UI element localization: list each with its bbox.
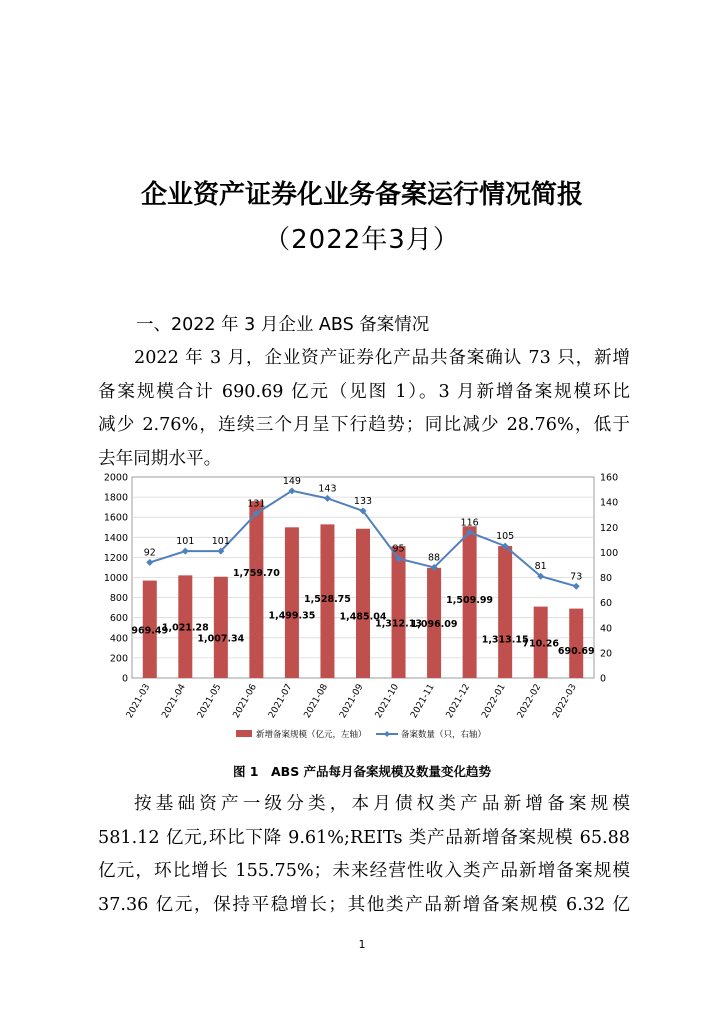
category-label: 2021-05	[195, 682, 224, 721]
category-label: 2021-12	[444, 682, 473, 721]
document-title: 企业资产证券化业务备案运行情况简报	[140, 180, 583, 210]
right-tick-label: 100	[600, 547, 619, 559]
bar-value-label: 1,021.28	[161, 622, 209, 634]
bar-value-label: 710.26	[522, 638, 560, 650]
category-label: 2021-06	[231, 682, 259, 721]
left-tick-label: 1400	[103, 532, 128, 544]
count-value-label: 101	[176, 536, 195, 548]
count-value-label: 131	[247, 498, 266, 510]
category-label: 2021-07	[267, 682, 295, 721]
count-value-label: 143	[318, 483, 337, 495]
count-value-label: 116	[460, 517, 479, 529]
bar-value-label: 1,499.35	[268, 610, 316, 622]
bar-value-label: 1,096.09	[410, 618, 458, 630]
legend-bar-label: 新增备案规模（亿元，左轴）	[256, 730, 367, 740]
count-value-label: 81	[534, 561, 547, 573]
paragraph-2	[98, 788, 630, 922]
paragraph-line: 581.12 亿元,环比下降 9.61%;REITs 类产品新增备案规模 65.88	[98, 827, 630, 848]
bar-2022-01	[498, 546, 512, 678]
bar-2021-06	[249, 501, 263, 678]
right-tick-label: 60	[600, 598, 613, 610]
category-label: 2021-11	[409, 682, 437, 721]
bar-series	[143, 501, 583, 678]
count-value-label: 73	[570, 571, 583, 583]
bar-value-label: 1,312.13	[375, 618, 422, 630]
count-value-label: 95	[392, 543, 405, 555]
left-tick-label: 800	[109, 593, 128, 605]
left-tick-label: 2000	[103, 472, 128, 484]
paragraph-1	[98, 342, 630, 476]
left-tick-label: 600	[109, 613, 128, 625]
left-tick-label: 200	[109, 653, 128, 665]
category-label: 2021-09	[338, 682, 366, 721]
left-tick-label: 1800	[103, 492, 128, 504]
figure-caption: 图 1 ABS 产品每月备案规模及数量变化趋势	[232, 764, 492, 779]
category-label: 2021-10	[373, 682, 402, 721]
count-point-2021-03	[146, 559, 153, 566]
category-label: 2022-01	[480, 682, 508, 721]
bar-value-label: 1,509.99	[446, 595, 494, 607]
left-tick-label: 0	[121, 673, 128, 685]
right-tick-label: 120	[600, 522, 619, 534]
bar-2022-03	[569, 609, 583, 678]
abs-monthly-chart	[98, 468, 628, 746]
count-value-label: 133	[353, 495, 373, 507]
count-point-2022-03	[573, 583, 580, 590]
legend-line-label: 备案数量（只，右轴）	[401, 730, 487, 740]
right-tick-label: 140	[600, 497, 619, 509]
paragraph-line: 37.36 亿元，保持平稳增长；其他类产品新增备案规模 6.32 亿	[98, 894, 630, 915]
chart-legend	[236, 729, 486, 740]
bar-value-label: 1,485.04	[339, 611, 387, 623]
left-tick-label: 1000	[103, 573, 128, 584]
bar-value-label: 1,007.34	[197, 633, 245, 645]
right-tick-label: 0	[600, 673, 607, 685]
bar-2021-10	[392, 543, 406, 678]
right-tick-label: 20	[600, 648, 613, 660]
count-value-label: 149	[282, 475, 301, 487]
paragraph-line: 亿元，环比增长 155.75%；未来经营性收入类产品新增备案规模	[98, 861, 630, 881]
bar-2021-07	[285, 527, 299, 678]
count-point-2021-04	[182, 548, 189, 555]
legend-line-marker	[384, 731, 390, 737]
bar-2021-09	[356, 529, 370, 678]
paragraph-line: 按基础资产一级分类，本月债权类产品新增备案规模	[134, 794, 630, 814]
legend-bar-swatch	[236, 730, 252, 737]
count-point-2021-08	[324, 495, 331, 502]
bar-value-label: 1,528.75	[304, 594, 351, 606]
count-value-label: 101	[211, 536, 230, 548]
category-label: 2021-08	[302, 682, 331, 721]
left-tick-label: 1600	[103, 512, 128, 524]
count-value-label: 105	[496, 531, 515, 543]
paragraph-line: 备案规模合计 690.69 亿元（见图 1）。3 月新增备案规模环比	[98, 381, 630, 402]
category-label: 2022-03	[551, 682, 579, 721]
count-value-label: 92	[143, 547, 156, 559]
left-tick-label: 400	[109, 633, 128, 645]
category-label: 2021-03	[124, 682, 153, 721]
right-tick-label: 40	[600, 623, 613, 635]
bar-value-label: 690.69	[557, 646, 595, 658]
right-tick-label: 160	[600, 472, 619, 484]
left-tick-label: 1200	[103, 552, 128, 564]
paragraph-line: 2022 年 3 月，企业资产证券化产品共备案确认 73 只，新增	[134, 348, 630, 368]
paragraph-line: 去年同期水平。	[98, 448, 222, 469]
count-value-label: 88	[428, 552, 441, 564]
right-tick-label: 80	[600, 573, 613, 584]
page-number: 1	[358, 938, 366, 951]
bar-2021-05	[214, 577, 228, 678]
document-subtitle: （2022年3月）	[264, 225, 460, 255]
category-label: 2022-02	[515, 682, 544, 721]
section-heading: 一、2022 年 3 月企业 ABS 备案情况	[136, 315, 430, 335]
bar-value-label: 969.49	[131, 625, 169, 637]
paragraph-line: 减少 2.76%，连续三个月呈下行趋势；同比减少 28.76%，低于	[98, 415, 630, 435]
bar-value-label: 1,759.70	[232, 567, 280, 579]
category-label: 2021-04	[160, 682, 188, 721]
bar-value-label: 1,313.15	[481, 634, 529, 646]
